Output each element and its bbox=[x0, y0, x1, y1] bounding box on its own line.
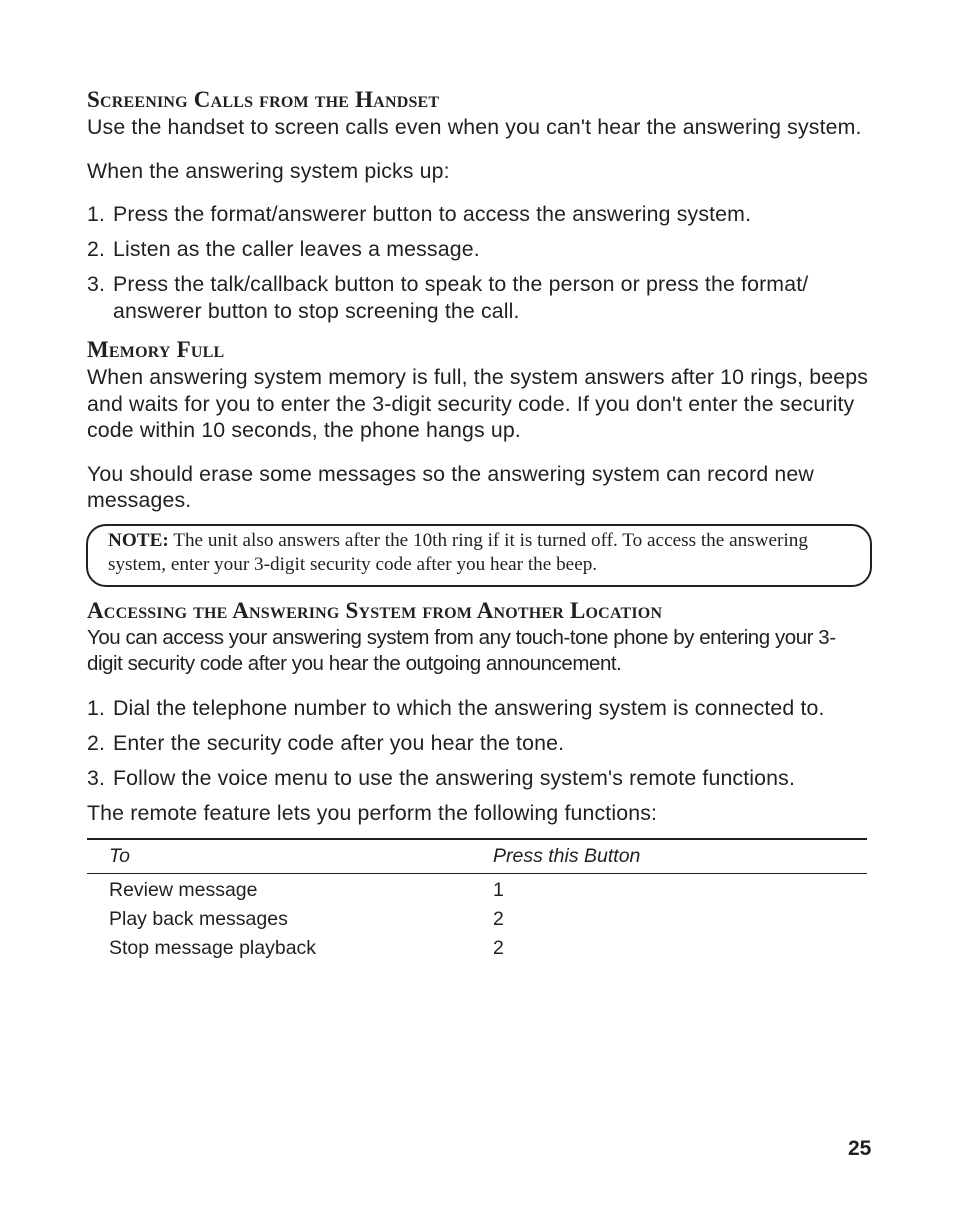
section-heading-remote: Accessing the Answering System from Another Location bbox=[87, 597, 663, 623]
step-number: 2. bbox=[87, 730, 106, 755]
list-item bbox=[87, 730, 869, 757]
table-cell-button: 1 bbox=[493, 878, 504, 901]
remote-steps bbox=[87, 695, 869, 792]
screening-intro: Use the handset to screen calls even when you can't hear the answering system. bbox=[87, 115, 862, 139]
table-row bbox=[87, 935, 867, 964]
step-text: Enter the security code after you hear the tone. bbox=[113, 730, 565, 755]
list-item bbox=[87, 695, 869, 722]
memory-para-2: You should erase some messages so the answering system can record new messages. bbox=[87, 461, 814, 512]
step-text: Follow the voice menu to use the answering system's remote functions. bbox=[113, 765, 796, 790]
note-label: NOTE: bbox=[108, 529, 169, 551]
step-text: Press the talk/callback button to speak to the person or press the format/ answerer button to stop screening the call. bbox=[113, 272, 809, 323]
step-number: 3. bbox=[87, 272, 106, 296]
list-item bbox=[87, 236, 869, 263]
remote-functions-table bbox=[87, 838, 867, 964]
table-row bbox=[87, 906, 867, 935]
remote-intro: You can access your answering system from any touch-tone phone by entering your 3-digit security code after you hear the outgoing announcement. bbox=[87, 625, 836, 675]
list-item bbox=[87, 271, 869, 324]
column-header-button: Press this Button bbox=[493, 839, 867, 874]
table-cell-action: Stop message playback bbox=[109, 936, 317, 959]
step-number: 1. bbox=[87, 695, 106, 720]
table-cell-action: Play back messages bbox=[109, 907, 288, 930]
step-number: 2. bbox=[87, 237, 106, 261]
step-text: Press the format/answerer button to access the answering system. bbox=[113, 202, 752, 226]
note-box bbox=[86, 524, 872, 587]
table-cell-button: 2 bbox=[493, 936, 504, 959]
screening-lead: When the answering system picks up: bbox=[87, 158, 450, 183]
functions-lead: The remote feature lets you perform the following functions: bbox=[87, 800, 658, 825]
section-heading-screening: Screening Calls from the Handset bbox=[87, 87, 440, 112]
list-item bbox=[87, 201, 869, 228]
list-item bbox=[87, 765, 869, 792]
step-text: Dial the telephone number to which the answering system is connected to. bbox=[113, 695, 825, 720]
memory-para-1: When answering system memory is full, the system answers after 10 rings, beeps and waits for you to enter the 3-digit security code. If you don't enter the security code within 10 seconds, the phone hangs up. bbox=[87, 365, 869, 442]
page-number: 25 bbox=[848, 1137, 872, 1160]
note-text: The unit also answers after the 10th ring if it is turned off. To access the answering system, enter your 3-digit security code after you hear the beep. bbox=[108, 529, 808, 575]
table-cell-action: Review message bbox=[109, 878, 258, 901]
section-heading-memory: Memory Full bbox=[87, 337, 225, 362]
screening-steps bbox=[87, 201, 869, 324]
table-header-row bbox=[87, 839, 867, 874]
step-number: 1. bbox=[87, 202, 106, 226]
table-row bbox=[87, 874, 867, 907]
step-text: Listen as the caller leaves a message. bbox=[113, 237, 480, 261]
column-header-to: To bbox=[87, 839, 493, 874]
step-number: 3. bbox=[87, 765, 106, 790]
table-cell-button: 2 bbox=[493, 907, 504, 930]
manual-page bbox=[87, 86, 869, 964]
